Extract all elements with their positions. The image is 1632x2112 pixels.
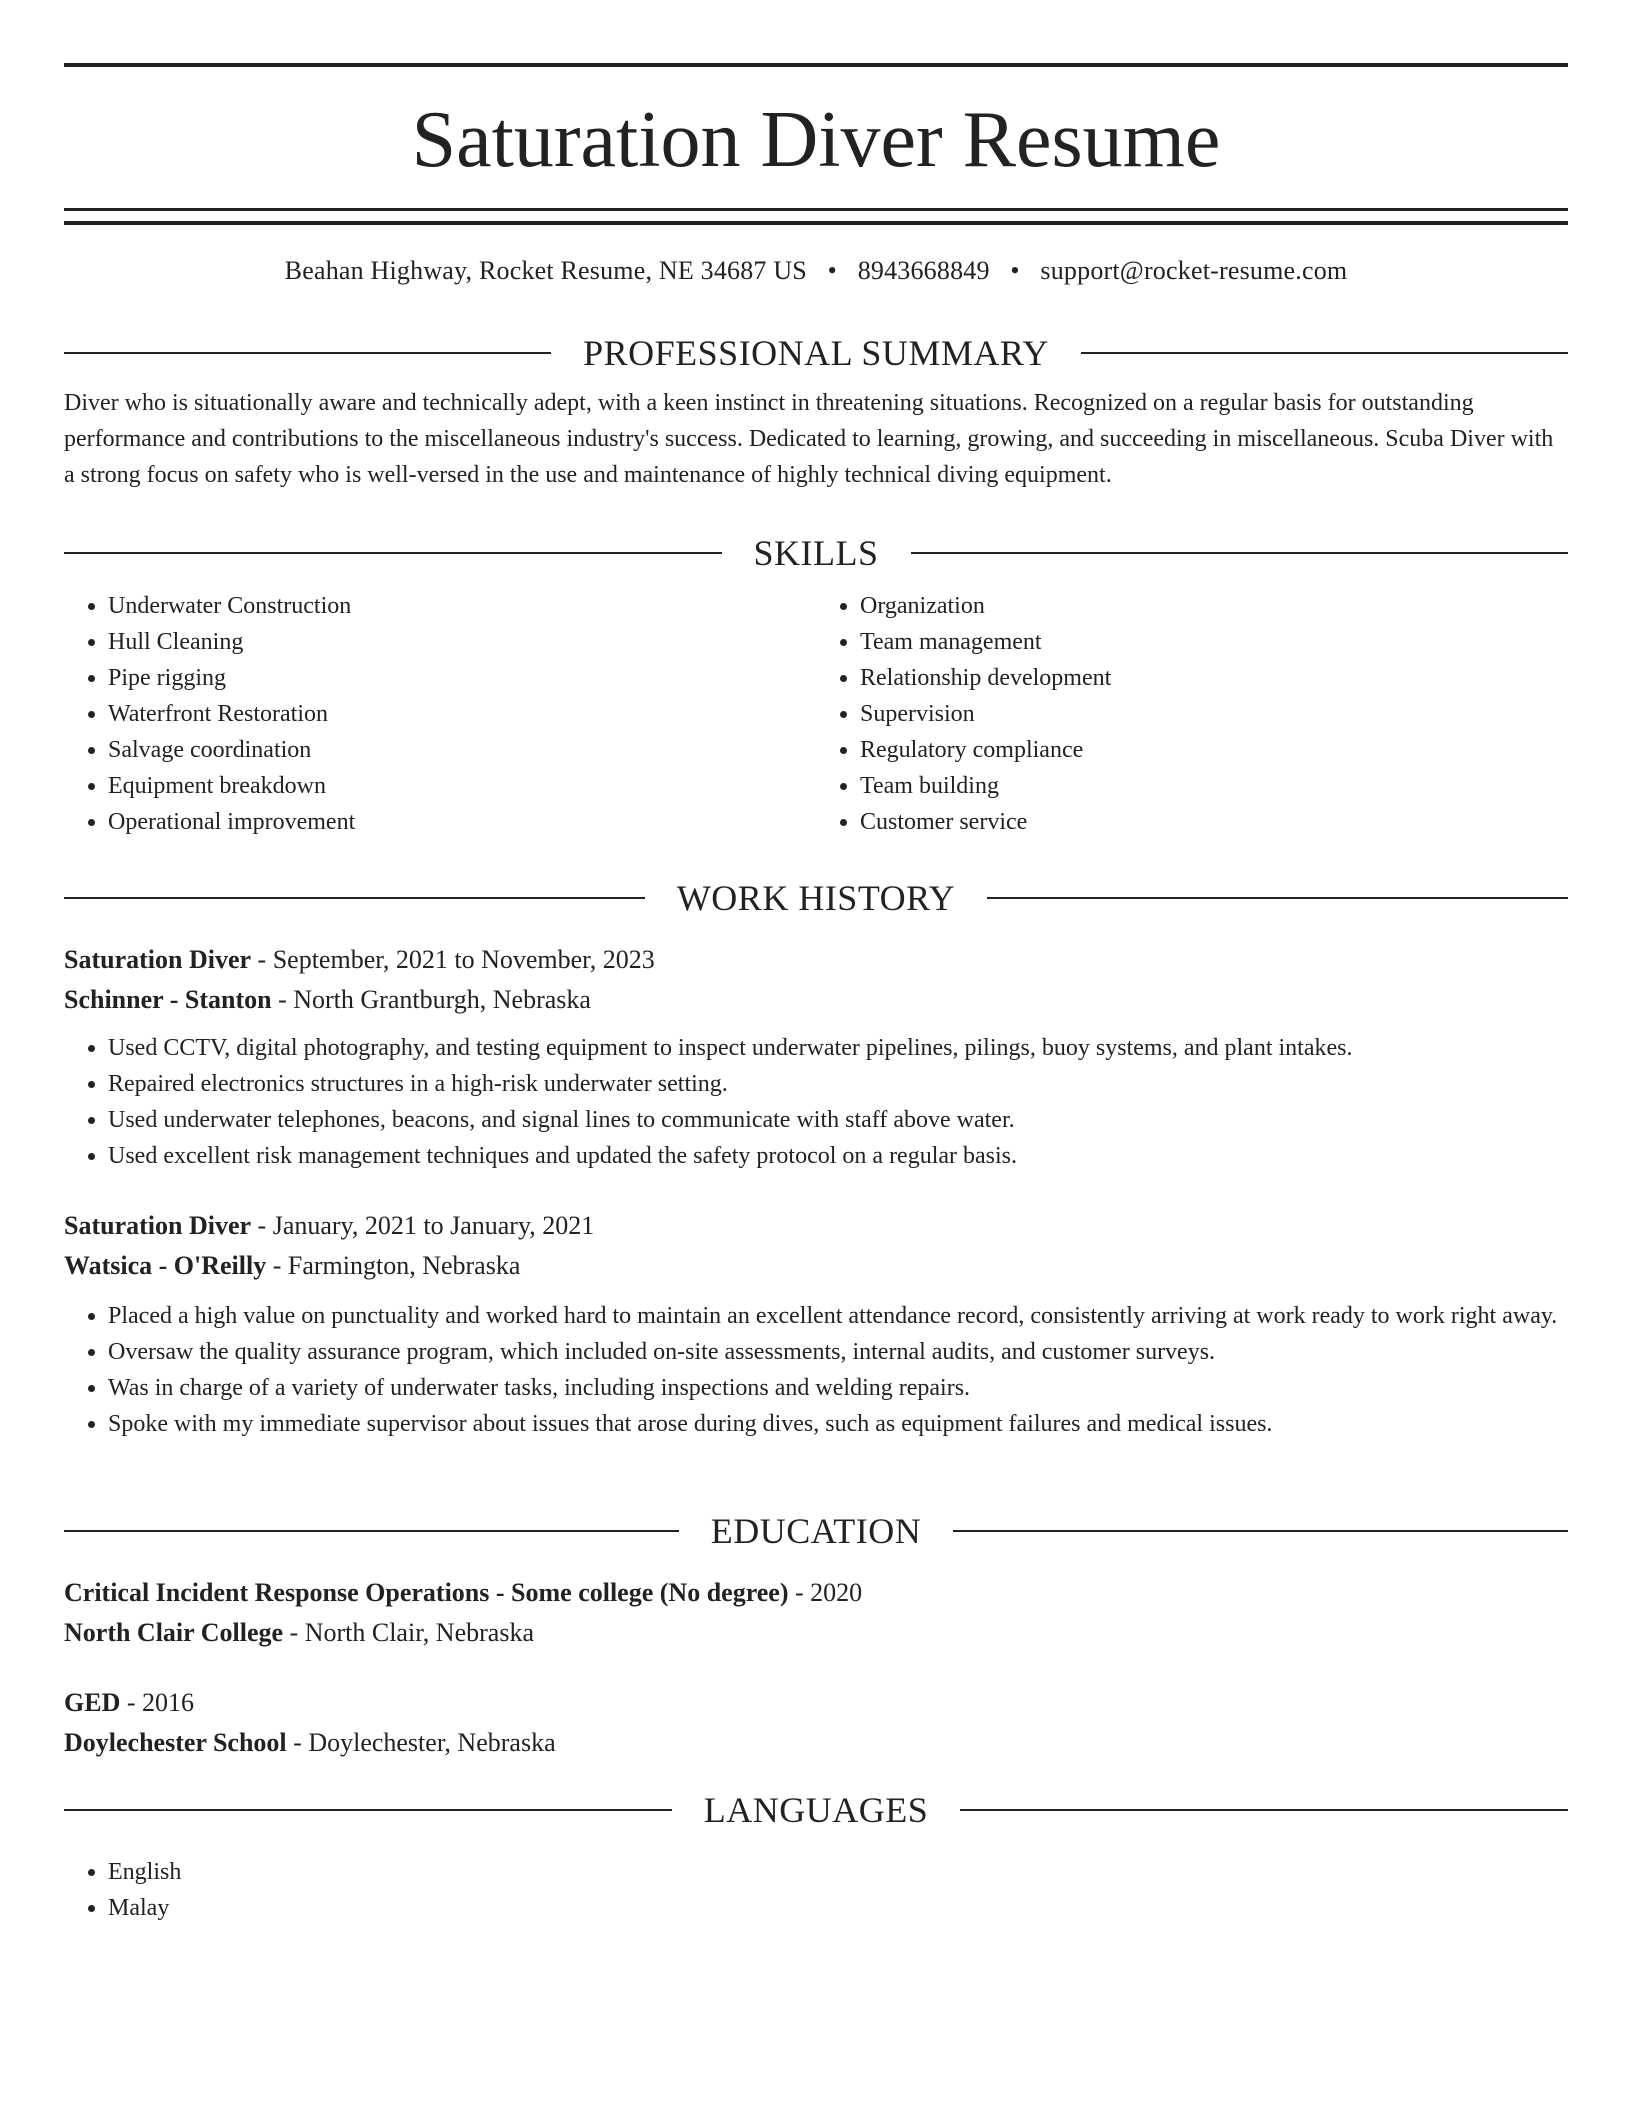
education-entry: [64, 1573, 1568, 1653]
education-location: - North Clair, Nebraska: [283, 1618, 534, 1647]
summary-section: [64, 333, 1568, 493]
job-title: Saturation Diver: [64, 1211, 252, 1240]
job-entry: [64, 940, 1568, 1174]
job-location: - North Grantburgh, Nebraska: [271, 985, 591, 1014]
education-year: - 2016: [120, 1688, 195, 1717]
job-dates: - January, 2021 to January, 2021: [251, 1211, 595, 1240]
job-bullets: [64, 1298, 1568, 1442]
job-bullet: • Used underwater telephones, beacons, and signal lines to communicate with staff above water.: [108, 1102, 1568, 1138]
contact-phone: 8943668849: [857, 256, 990, 285]
skill-item: • Team building: [860, 768, 1568, 804]
heading-rule: [64, 552, 722, 554]
skills-column-left: [64, 588, 816, 840]
skills-list-left: [64, 588, 816, 840]
contact-separator: •: [1010, 256, 1020, 285]
job-bullets: [64, 1030, 1568, 1174]
title-double-rule: [64, 208, 1568, 225]
heading-rule: [64, 897, 645, 899]
contact-email[interactable]: support@rocket-resume.com: [1040, 256, 1348, 285]
job-bullet: • Used excellent risk management techniques and updated the safety protocol on a regular basis.: [108, 1138, 1568, 1174]
skills-grid: [64, 588, 1568, 840]
language-item: • English: [108, 1854, 1568, 1890]
skills-section: [64, 533, 1568, 840]
job-title: Saturation Diver: [64, 945, 252, 974]
contact-line: [64, 254, 1568, 288]
summary-heading: PROFESSIONAL SUMMARY: [583, 333, 1049, 373]
job-company-line: [64, 980, 1568, 1020]
resume-title: Saturation Diver Resume: [411, 96, 1221, 184]
job-bullet: • Was in charge of a variety of underwater tasks, including inspections and welding repairs.: [108, 1370, 1568, 1406]
heading-rule: [960, 1809, 1568, 1811]
skill-item: • Equipment breakdown: [108, 768, 816, 804]
skill-item: • Relationship development: [860, 660, 1568, 696]
heading-rule: [64, 1809, 672, 1811]
heading-rule: [911, 552, 1569, 554]
education-school-line: [64, 1613, 1568, 1653]
job-bullet: • Used CCTV, digital photography, and testing equipment to inspect underwater pipelines, pilings, buoy systems, and plant intakes.: [108, 1030, 1568, 1066]
education-degree-line: [64, 1573, 1568, 1613]
contact-separator: •: [827, 256, 837, 285]
job-bullet: • Spoke with my immediate supervisor about issues that arose during dives, such as equipment failures and medical issues.: [108, 1406, 1568, 1442]
skill-item: • Pipe rigging: [108, 660, 816, 696]
heading-rule: [1081, 352, 1568, 354]
job-title-line: [64, 940, 1568, 980]
education-section: [64, 1511, 1568, 1763]
job-bullet: • Placed a high value on punctuality and worked hard to maintain an excellent attendance record, consistently arriving at work ready to work right away.: [108, 1298, 1568, 1334]
job-company: Watsica - O'Reilly: [64, 1251, 267, 1280]
job-location: - Farmington, Nebraska: [266, 1251, 521, 1280]
skill-item: • Operational improvement: [108, 804, 816, 840]
skills-list-right: [816, 588, 1568, 840]
skills-column-right: [816, 588, 1568, 840]
job-dates: - September, 2021 to November, 2023: [251, 945, 655, 974]
skill-item: • Team management: [860, 624, 1568, 660]
top-rule: [64, 63, 1568, 67]
skill-item: • Underwater Construction: [108, 588, 816, 624]
job-title-line: [64, 1206, 1568, 1246]
skill-item: • Regulatory compliance: [860, 732, 1568, 768]
education-heading: EDUCATION: [710, 1511, 922, 1551]
education-school: North Clair College: [64, 1618, 284, 1647]
job-bullet: • Repaired electronics structures in a high-risk underwater setting.: [108, 1066, 1568, 1102]
heading-rule: [987, 897, 1568, 899]
section-heading: [64, 533, 1568, 573]
languages-section: [64, 1790, 1568, 1926]
summary-text: Diver who is situationally aware and technically adept, with a keen instinct in threatening situations. Recognized on a regular basis for outstanding performance and contributions to the miscellaneous industry's success. Dedicated to learning, growing, and succeeding in miscellaneous. Scuba Diver with a strong focus on safety who is well-versed in the use and maintenance of highly technical diving equipment.: [64, 390, 1554, 488]
skill-item: • Supervision: [860, 696, 1568, 732]
contact-address: Beahan Highway, Rocket Resume, NE 34687 US: [284, 256, 807, 285]
education-degree: GED: [64, 1688, 121, 1717]
section-heading: [64, 1511, 1568, 1551]
job-company-line: [64, 1246, 1568, 1286]
education-entry: [64, 1683, 1568, 1763]
education-degree-line: [64, 1683, 1568, 1723]
skills-heading: SKILLS: [753, 533, 879, 573]
skill-item: • Organization: [860, 588, 1568, 624]
skill-item: • Customer service: [860, 804, 1568, 840]
languages-list: [64, 1854, 1568, 1926]
education-school-line: [64, 1723, 1568, 1763]
education-degree: Critical Incident Response Operations - Some college (No degree): [64, 1578, 789, 1607]
education-school: Doylechester School: [64, 1728, 287, 1757]
work-heading: WORK HISTORY: [676, 878, 956, 918]
heading-rule: [953, 1530, 1568, 1532]
job-entry: [64, 1206, 1568, 1442]
education-year: - 2020: [788, 1578, 863, 1607]
job-company: Schinner - Stanton: [64, 985, 272, 1014]
skill-item: • Waterfront Restoration: [108, 696, 816, 732]
languages-heading: LANGUAGES: [703, 1790, 929, 1830]
heading-rule: [64, 1530, 679, 1532]
work-history-section: [64, 878, 1568, 1442]
job-bullet: • Oversaw the quality assurance program, which included on-site assessments, internal audits, and customer surveys.: [108, 1334, 1568, 1370]
skill-item: • Salvage coordination: [108, 732, 816, 768]
skill-item: • Hull Cleaning: [108, 624, 816, 660]
language-item: • Malay: [108, 1890, 1568, 1926]
heading-rule: [64, 352, 551, 354]
section-heading: [64, 878, 1568, 918]
section-heading: [64, 1790, 1568, 1830]
education-location: - Doylechester, Nebraska: [286, 1728, 556, 1757]
section-heading: [64, 333, 1568, 373]
